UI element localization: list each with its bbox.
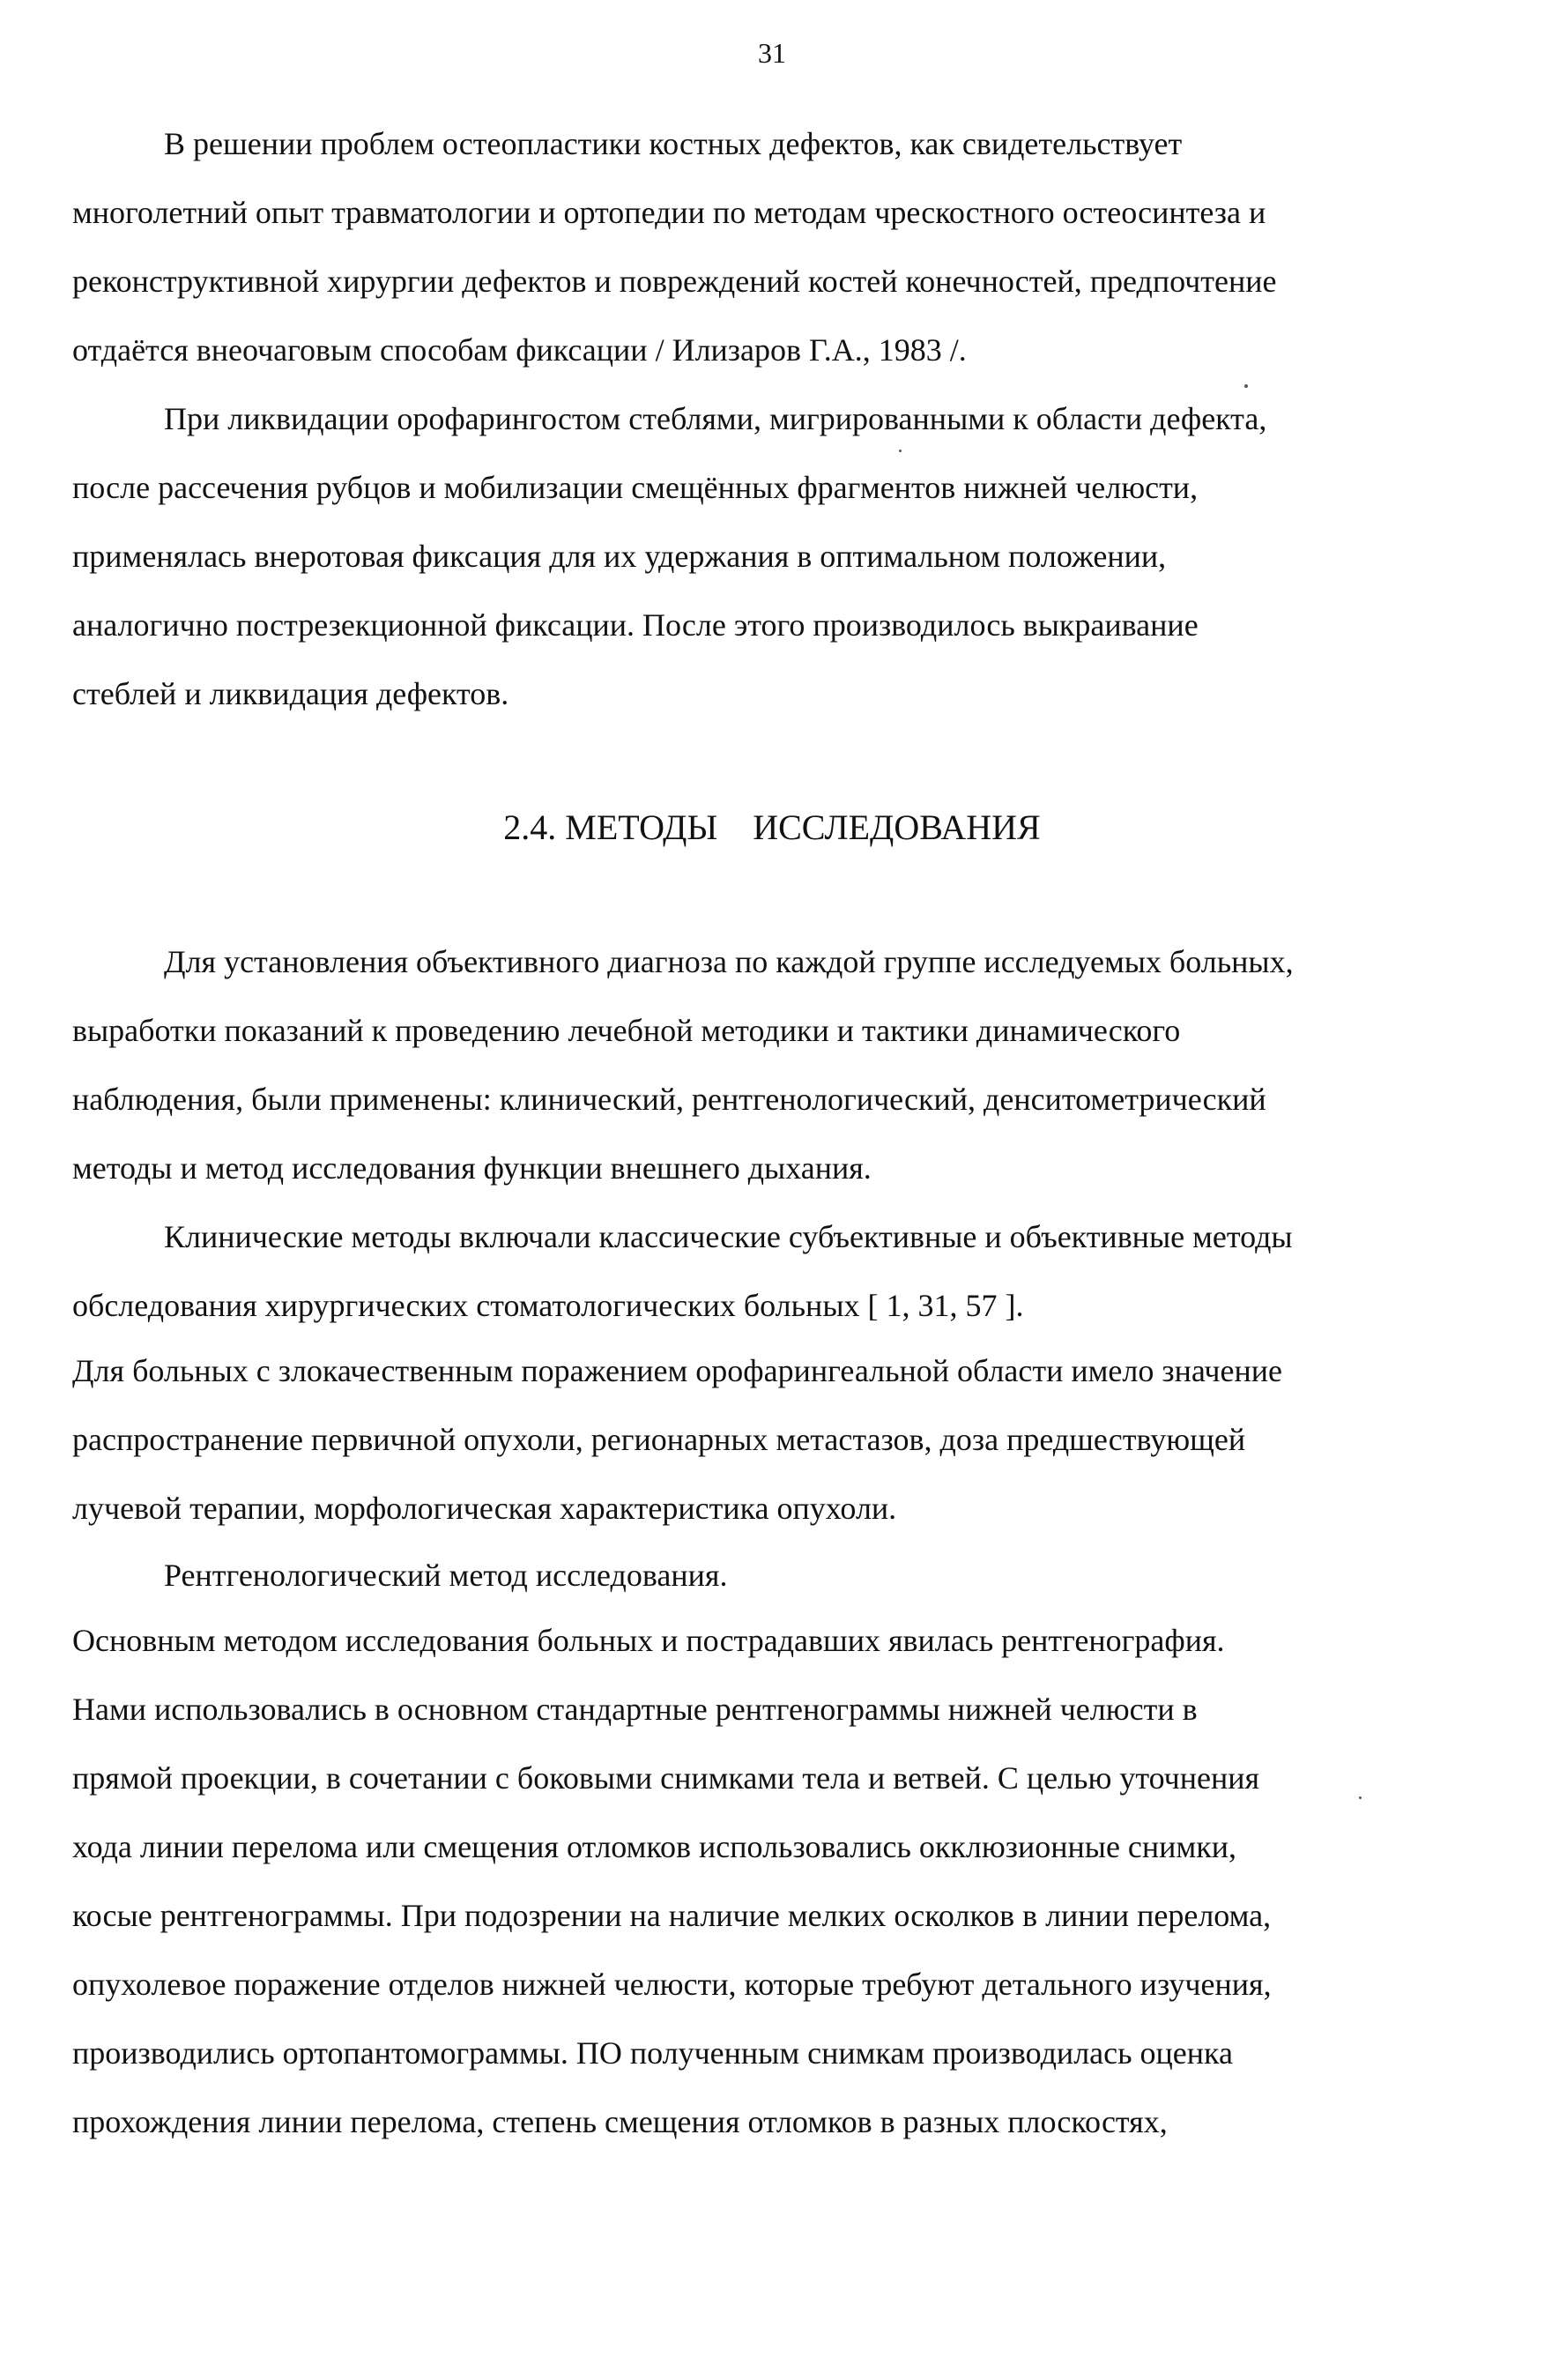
text-line: прохождения линии перелома, степень смещения отломков в разных плоскостях, bbox=[72, 2104, 1168, 2139]
text-line: многолетний опыт травматологии и ортопедии по методам чрескостного остеосинтеза и bbox=[72, 195, 1266, 230]
text-line: хода линии перелома или смещения отломков использовались окклюзионные снимки, bbox=[72, 1829, 1236, 1864]
section-number: 2.4. bbox=[503, 807, 557, 847]
section-title-word: МЕТОДЫ bbox=[565, 807, 718, 847]
text-line: после рассечения рубцов и мобилизации смещённых фрагментов нижней челюсти, bbox=[72, 470, 1199, 505]
text-line: Клинические методы включали классические субъективные и объективные методы bbox=[164, 1219, 1293, 1254]
text-line: опухолевое поражение отделов нижней челюсти, которые требуют детального изучения, bbox=[72, 1967, 1272, 2002]
text-line: При ликвидации орофарингостом стеблями, мигрированными к области дефекта, bbox=[164, 401, 1267, 436]
text-line: применялась внеротовая фиксация для их удержания в оптимальном положении, bbox=[72, 539, 1167, 574]
text-line: аналогично пострезекционной фиксации. После этого производилось выкраивание bbox=[72, 607, 1199, 643]
text-line: Рентгенологический метод исследования. bbox=[164, 1558, 728, 1593]
text-line: наблюдения, были применены: клинический, рентгенологический, денситометрический bbox=[72, 1082, 1266, 1117]
section-title-word: ИССЛЕДОВАНИЯ bbox=[753, 807, 1041, 847]
text-line: распространение первичной опухоли, регионарных метастазов, доза предшествующей bbox=[72, 1422, 1246, 1457]
text-line: лучевой терапии, морфологическая характеристика опухоли. bbox=[72, 1491, 897, 1526]
text-line: выработки показаний к проведению лечебной методики и тактики динамического bbox=[72, 1013, 1181, 1048]
text-line: Для больных с злокачественным поражением орофарингеальной области имело значение bbox=[72, 1353, 1282, 1388]
text-line: производились ортопантомограммы. ПО полученным снимкам производилась оценка bbox=[72, 2035, 1233, 2071]
text-line: Основным методом исследования больных и пострадавших явилась рентгенография. bbox=[72, 1623, 1225, 1658]
scan-speck bbox=[1244, 384, 1248, 388]
text-line: Нами использовались в основном стандартные рентгенограммы нижней челюсти в bbox=[72, 1692, 1198, 1727]
text-line: методы и метод исследования функции внешнего дыхания. bbox=[72, 1150, 872, 1186]
text-line: отдаётся внеочаговым способам фиксации / Илизаров Г.А., 1983 /. bbox=[72, 332, 967, 368]
text-line: В решении проблем остеопластики костных дефектов, как свидетельствует bbox=[164, 126, 1183, 161]
text-line: косые рентгенограммы. При подозрении на наличие мелких осколков в линии перелома, bbox=[72, 1898, 1272, 1933]
scan-speck bbox=[899, 450, 902, 452]
text-line: реконструктивной хирургии дефектов и повреждений костей конечностей, предпочтение bbox=[72, 264, 1277, 299]
page-number: 31 bbox=[758, 37, 786, 69]
text-line: обследования хирургических стоматологических больных [ 1, 31, 57 ]. bbox=[72, 1288, 1024, 1323]
text-line: Для установления объективного диагноза по каждой группе исследуемых больных, bbox=[164, 944, 1294, 979]
text-line: стеблей и ликвидация дефектов. bbox=[72, 676, 509, 711]
scan-speck bbox=[1359, 1796, 1362, 1799]
section-heading bbox=[0, 804, 1544, 852]
text-line: прямой проекции, в сочетании с боковыми снимками тела и ветвей. С целью уточнения bbox=[72, 1760, 1260, 1796]
